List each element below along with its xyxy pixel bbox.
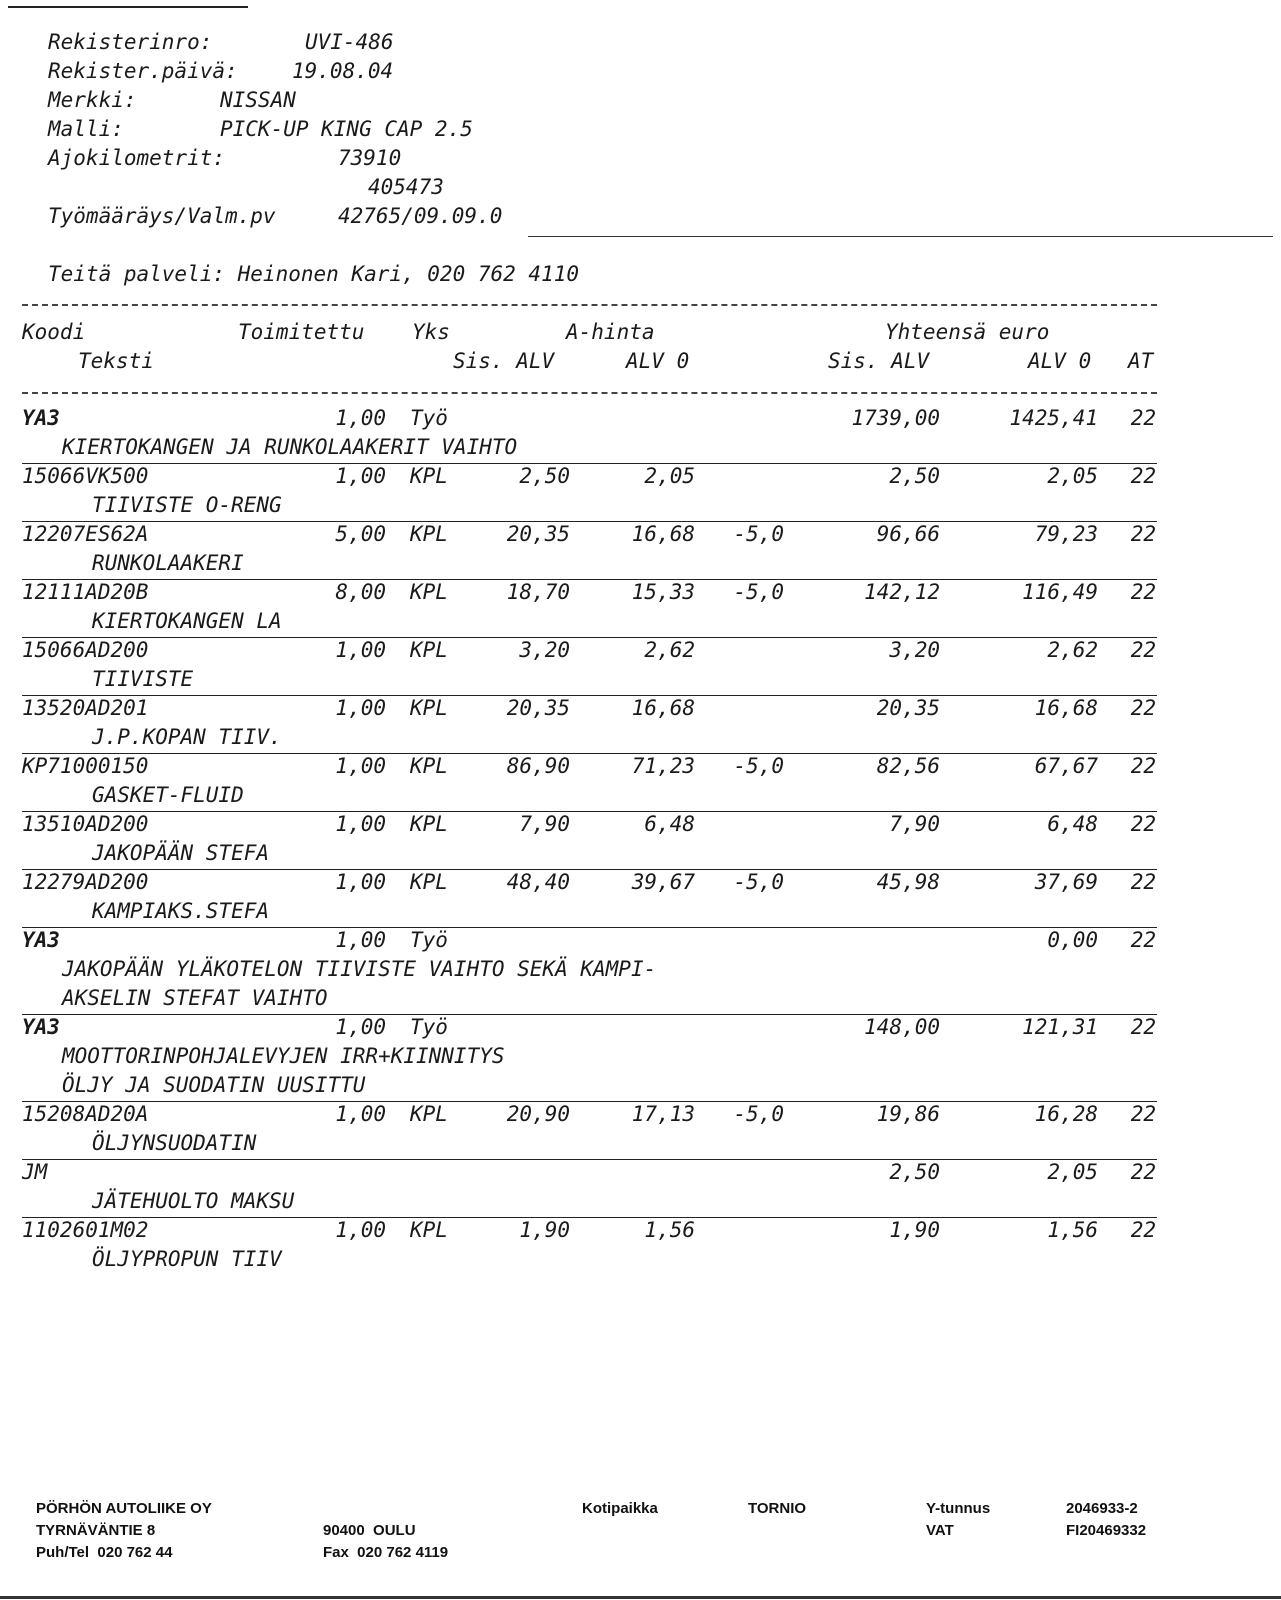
line-unit: KPL	[410, 638, 448, 662]
line-total0: 16,68	[1034, 696, 1098, 720]
line-price: 7,90	[519, 812, 570, 836]
line-unit: KPL	[410, 464, 448, 488]
bottom-edge-rule	[0, 1596, 1281, 1599]
line-unit: KPL	[410, 1218, 448, 1242]
line-price0: 17,13	[631, 1102, 695, 1126]
line-code: YA3	[22, 928, 60, 952]
line-total: 20,35	[876, 696, 940, 720]
dash-rule-header	[22, 392, 1157, 394]
col-toimitettu: Toimitettu	[238, 320, 365, 344]
line-text: AKSELIN STEFAT VAIHTO	[62, 986, 328, 1010]
footer-ytunnus-value: 2046933-2	[1066, 1500, 1138, 1517]
line-price0: 1,56	[644, 1218, 695, 1242]
line-total: 96,66	[876, 522, 940, 546]
footer-fax: Fax 020 762 4119	[323, 1544, 449, 1561]
line-price0: 15,33	[631, 580, 695, 604]
line-text: GASKET-FLUID	[92, 783, 244, 807]
line-total: 2,50	[889, 464, 940, 488]
line-code: KP71000150	[22, 754, 149, 778]
line-text: ÖLJY JA SUODATIN UUSITTU	[62, 1073, 366, 1097]
col-yhteensa: Yhteensä euro	[885, 320, 1050, 344]
line-total0: 79,23	[1034, 522, 1098, 546]
line-price0: 71,23	[631, 754, 695, 778]
line-total: 1739,00	[851, 406, 940, 430]
line-total0: 1425,41	[1009, 406, 1098, 430]
line-price: 20,90	[506, 1102, 570, 1126]
line-separator	[22, 521, 1157, 522]
line-unit: Työ	[410, 928, 448, 952]
col-alv0-total: ALV 0	[1028, 349, 1092, 373]
line-price0: 6,48	[644, 812, 695, 836]
footer-postal: 90400 OULU	[323, 1522, 416, 1539]
order-value: 42765/09.09.0	[338, 204, 503, 228]
line-at: 22	[1130, 1218, 1156, 1242]
km-value: 73910	[338, 146, 402, 170]
line-price0: 16,68	[631, 522, 695, 546]
line-qty: 1,00	[335, 928, 386, 952]
line-qty: 1,00	[335, 464, 386, 488]
line-at: 22	[1130, 522, 1156, 546]
line-text: JÄTEHUOLTO MAKSU	[92, 1189, 295, 1213]
line-code: 12279AD200	[22, 870, 149, 894]
line-separator	[22, 1101, 1157, 1102]
line-separator	[22, 637, 1157, 638]
line-text: ÖLJYNSUODATIN	[92, 1131, 257, 1155]
line-separator	[22, 1014, 1157, 1015]
line-qty: 5,00	[335, 522, 386, 546]
line-total0: 0,00	[1047, 928, 1098, 952]
line-qty: 1,00	[335, 1218, 386, 1242]
line-code: 13520AD201	[22, 696, 149, 720]
line-total: 142,12	[864, 580, 940, 604]
line-at: 22	[1130, 928, 1156, 952]
line-disc: -5,0	[733, 870, 784, 894]
line-separator	[22, 753, 1157, 754]
line-qty: 1,00	[335, 754, 386, 778]
line-at: 22	[1130, 812, 1156, 836]
line-separator	[22, 1217, 1157, 1218]
line-unit: KPL	[410, 754, 448, 778]
line-code: 13510AD200	[22, 812, 149, 836]
col-alv0: ALV 0	[626, 349, 690, 373]
footer-vat-value: FI20469332	[1066, 1522, 1147, 1539]
col-sis-alv-total: Sis. ALV	[828, 349, 930, 373]
line-code: 1102601M02	[22, 1218, 149, 1242]
line-unit: KPL	[410, 1102, 448, 1126]
line-code: JM	[22, 1160, 48, 1184]
footer-domicile-label: Kotipaikka	[582, 1500, 658, 1517]
line-at: 22	[1130, 870, 1156, 894]
top-edge-rule	[8, 6, 248, 8]
line-qty: 1,00	[335, 638, 386, 662]
line-qty: 8,00	[335, 580, 386, 604]
dash-rule-top	[22, 304, 1157, 306]
col-at: AT	[1128, 349, 1154, 373]
line-price0: 16,68	[631, 696, 695, 720]
line-total: 2,50	[889, 1160, 940, 1184]
regdate-value: 19.08.04	[292, 59, 394, 83]
col-koodi: Koodi	[22, 320, 86, 344]
make-label: Merkki:	[48, 88, 137, 112]
line-qty: 1,00	[335, 1015, 386, 1039]
header-rule	[528, 236, 1273, 237]
line-at: 22	[1130, 464, 1156, 488]
line-qty: 1,00	[335, 870, 386, 894]
line-price: 18,70	[506, 580, 570, 604]
order-label: Työmääräys/Valm.pv	[48, 204, 276, 228]
col-yks: Yks	[412, 320, 450, 344]
line-code: 12207ES62A	[22, 522, 149, 546]
line-text: TIIVISTE O-RENG	[92, 493, 282, 517]
col-sis-alv: Sis. ALV	[453, 349, 555, 373]
footer-vat-label: VAT	[926, 1522, 954, 1539]
line-disc: -5,0	[733, 754, 784, 778]
line-total: 7,90	[889, 812, 940, 836]
footer-phone: Puh/Tel 020 762 44	[36, 1544, 173, 1561]
make-value: NISSAN	[220, 88, 296, 112]
line-at: 22	[1130, 696, 1156, 720]
line-total: 45,98	[876, 870, 940, 894]
line-total0: 2,05	[1047, 1160, 1098, 1184]
line-separator	[22, 1159, 1157, 1160]
line-code: 15066AD200	[22, 638, 149, 662]
line-price: 20,35	[506, 696, 570, 720]
line-price: 3,20	[519, 638, 570, 662]
line-price: 86,90	[506, 754, 570, 778]
line-total0: 116,49	[1022, 580, 1098, 604]
line-code: YA3	[22, 1015, 60, 1039]
line-total0: 121,31	[1022, 1015, 1098, 1039]
line-unit: KPL	[410, 696, 448, 720]
line-code: YA3	[22, 406, 60, 430]
line-separator	[22, 695, 1157, 696]
line-unit: KPL	[410, 812, 448, 836]
line-total0: 2,05	[1047, 464, 1098, 488]
line-unit: KPL	[410, 522, 448, 546]
regdate-label: Rekister.päivä:	[48, 59, 238, 83]
line-total: 19,86	[876, 1102, 940, 1126]
line-separator	[22, 463, 1157, 464]
footer-street: TYRNÄVÄNTIE 8	[36, 1522, 156, 1539]
reg-value: UVI-486	[305, 30, 394, 54]
line-total0: 16,28	[1034, 1102, 1098, 1126]
line-separator	[22, 579, 1157, 580]
line-total: 3,20	[889, 638, 940, 662]
line-text: J.P.KOPAN TIIV.	[92, 725, 282, 749]
line-total: 148,00	[864, 1015, 940, 1039]
line-total0: 2,62	[1047, 638, 1098, 662]
line-price0: 2,05	[644, 464, 695, 488]
line-at: 22	[1130, 1015, 1156, 1039]
col-teksti: Teksti	[78, 349, 154, 373]
line-total: 1,90	[889, 1218, 940, 1242]
line-at: 22	[1130, 754, 1156, 778]
line-total0: 1,56	[1047, 1218, 1098, 1242]
line-code: 15066VK500	[22, 464, 149, 488]
line-price: 48,40	[506, 870, 570, 894]
line-text: JAKOPÄÄN YLÄKOTELON TIIVISTE VAIHTO SEKÄ KAMPI-	[62, 957, 657, 981]
line-price: 2,50	[519, 464, 570, 488]
line-total0: 37,69	[1034, 870, 1098, 894]
line-price0: 39,67	[631, 870, 695, 894]
line-text: KIERTOKANGEN JA RUNKOLAAKERIT VAIHTO	[62, 435, 518, 459]
reg-label: Rekisterinro:	[48, 30, 213, 54]
line-total0: 67,67	[1034, 754, 1098, 778]
line-at: 22	[1130, 1102, 1156, 1126]
extra-value: 405473	[368, 175, 444, 199]
footer-company: PÖRHÖN AUTOLIIKE OY	[36, 1500, 212, 1517]
line-code: 12111AD20B	[22, 580, 149, 604]
col-ahinta: A-hinta	[566, 320, 655, 344]
line-disc: -5,0	[733, 1102, 784, 1126]
served-by: Teitä palveli: Heinonen Kari, 020 762 4110	[48, 262, 580, 286]
line-qty: 1,00	[335, 812, 386, 836]
line-text: RUNKOLAAKERI	[92, 551, 244, 575]
model-label: Malli:	[48, 117, 124, 141]
line-at: 22	[1130, 406, 1156, 430]
footer-domicile-value: TORNIO	[748, 1500, 807, 1517]
line-price: 1,90	[519, 1218, 570, 1242]
line-separator	[22, 811, 1157, 812]
line-at: 22	[1130, 580, 1156, 604]
line-disc: -5,0	[733, 580, 784, 604]
line-qty: 1,00	[335, 1102, 386, 1126]
line-text: KAMPIAKS.STEFA	[92, 899, 270, 923]
line-text: ÖLJYPROPUN TIIV	[92, 1247, 282, 1271]
model-value: PICK-UP KING CAP 2.5	[220, 117, 473, 141]
line-separator	[22, 927, 1157, 928]
line-text: MOOTTORINPOHJALEVYJEN IRR+KIINNITYS	[62, 1044, 505, 1068]
line-qty: 1,00	[335, 406, 386, 430]
line-price0: 2,62	[644, 638, 695, 662]
line-separator	[22, 869, 1157, 870]
line-unit: Työ	[410, 406, 448, 430]
line-at: 22	[1130, 1160, 1156, 1184]
line-text: JAKOPÄÄN STEFA	[92, 841, 270, 865]
line-code: 15208AD20A	[22, 1102, 149, 1126]
line-price: 20,35	[506, 522, 570, 546]
line-unit: KPL	[410, 580, 448, 604]
line-at: 22	[1130, 638, 1156, 662]
line-text: KIERTOKANGEN LA	[92, 609, 282, 633]
km-label: Ajokilometrit:	[48, 146, 226, 170]
line-text: TIIVISTE	[92, 667, 194, 691]
line-unit: KPL	[410, 870, 448, 894]
footer-ytunnus-label: Y-tunnus	[926, 1500, 991, 1517]
line-disc: -5,0	[733, 522, 784, 546]
line-total0: 6,48	[1047, 812, 1098, 836]
line-qty: 1,00	[335, 696, 386, 720]
line-unit: Työ	[410, 1015, 448, 1039]
line-total: 82,56	[876, 754, 940, 778]
